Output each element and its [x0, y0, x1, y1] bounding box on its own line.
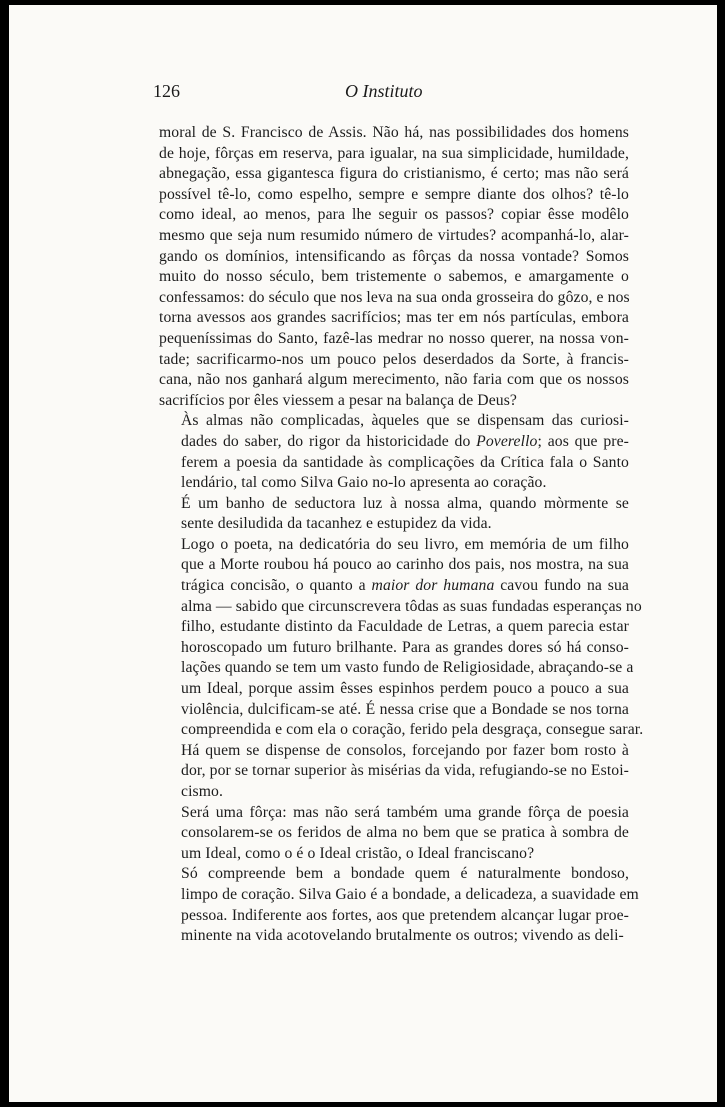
text-line: de hoje, fôrças em reserva, para igualar, na sua simplicidade, humildade,	[159, 144, 629, 162]
paragraph	[159, 123, 629, 411]
text-line: gando os domínios, intensificando as fôrças da nossa vontade? Somos	[159, 247, 629, 265]
paragraph	[159, 803, 629, 865]
text-line: dades do saber, do rigor da historicidade do Poverello; aos que pre-	[181, 432, 629, 450]
text-line: muito do nosso século, bem tristemente o sabemos, e amargamente o	[159, 268, 629, 286]
text-line: torna avessos aos grandes sacrifícios; mas ter em nós partículas, embora	[159, 309, 629, 327]
text-line: moral de S. Francisco de Assis. Não há, nas possibilidades dos homens	[159, 124, 629, 141]
text-line: trágica concisão, o quanto a maior dor humana cavou fundo na sua	[181, 577, 629, 595]
text-line: limpo de coração. Silva Gaio é a bondade, a delicadeza, a suavidade em	[181, 885, 639, 903]
text-line: sente desiludida da tacanhez e estupidez da vida.	[181, 515, 492, 533]
paragraph	[159, 494, 629, 535]
text-line: alma — sabido que circunscrevera tôdas as suas fundadas esperanças no	[181, 597, 642, 615]
text-line: cismo.	[181, 783, 223, 800]
text-line: pequeníssimas do Santo, fazê-las medrar no nosso querer, na nossa von-	[159, 329, 629, 347]
text-line: possível tê-lo, como espelho, sempre e sempre diante dos olhos? tê-lo	[159, 185, 629, 203]
paragraph	[159, 411, 629, 493]
text-line: filho, estudante distinto da Faculdade de Letras, a quem parecia estar	[181, 618, 629, 636]
italic-term: Poverello	[476, 432, 538, 450]
text-line: Será uma fôrça: mas não será também uma grande fôrça de poesia	[181, 803, 629, 821]
text-line: tade; sacrificarmo-nos um pouco pelos deserdados da Sorte, à francis-	[159, 350, 629, 368]
text-line: um Ideal, como o é o Ideal cristão, o Ideal franciscano?	[181, 844, 535, 862]
text-line: que a Morte roubou há pouco ao carinho dos pais, nos mostra, na sua	[181, 556, 629, 574]
text-line: horoscopado um futuro brilhante. Para as grandes dores só há conso-	[181, 638, 629, 656]
text-line: minente na vida acotovelando brutalmente os outros; vivendo as deli-	[181, 927, 624, 945]
text-line: Logo o poeta, na dedicatória do seu livro, em memória de um filho	[181, 535, 629, 553]
text-line: abnegação, essa gigantesca figura do cristianismo, é certo; mas não será	[159, 165, 629, 183]
text-line: sacrifícios por êles viessem a pesar na balança de Deus?	[159, 391, 517, 409]
body-text	[159, 123, 644, 947]
page-number: 126	[153, 81, 180, 101]
text-line: Às almas não complicadas, àqueles que se dispensam das curiosi-	[181, 412, 629, 430]
page-header	[153, 81, 623, 105]
text-line: cana, não nos ganhará algum merecimento, não faria com que os nossos	[159, 371, 629, 389]
text-line: violência, dulcificam-se até. É nessa crise que a Bondade se nos torna	[181, 700, 629, 718]
text-line: dor, por se tornar superior às misérias da vida, refugiando-se no Estoi-	[181, 762, 629, 780]
text-line: um Ideal, porque assim êsses espinhos perdem pouco a pouco a sua	[181, 680, 629, 698]
running-title: O Instituto	[345, 81, 423, 101]
text-line: como ideal, ao menos, para lhe seguir os passos? copiar êsse modêlo	[159, 206, 629, 224]
italic-term: maior dor humana	[371, 577, 495, 595]
paragraph	[159, 535, 644, 803]
text-line: consolarem-se os feridos de alma no bem que se pratica à sombra de	[181, 824, 629, 842]
text-line: ferem a poesia da santidade às complicações da Crítica fala o Santo	[181, 453, 629, 471]
text-line: compreendida e com ela o coração, ferido pela desgraça, consegue sarar.	[181, 721, 644, 739]
text-line: pessoa. Indiferente aos fortes, aos que pretendem alcançar lugar proe-	[181, 906, 629, 924]
text-line: confessamos: do século que nos leva na sua onda grosseira do gôzo, e nos	[159, 288, 630, 306]
text-line: Só compreende bem a bondade quem é naturalmente bondoso,	[181, 865, 629, 883]
paragraph	[159, 864, 639, 946]
text-line: Há quem se dispense de consolos, forcejando por fazer bom rosto à	[181, 741, 629, 759]
text-line: É um banho de seductora luz à nossa alma, quando mòrmente se	[181, 494, 629, 512]
text-line: mesmo que seja num resumido número de virtudes? acompanhá-lo, alar-	[159, 226, 629, 244]
text-line: lendário, tal como Silva Gaio no-lo apresenta ao coração.	[181, 474, 547, 492]
text-line: lações quando se tem um vasto fundo de Religiosidade, abraçando-se a	[181, 659, 634, 677]
book-page	[9, 5, 717, 1102]
